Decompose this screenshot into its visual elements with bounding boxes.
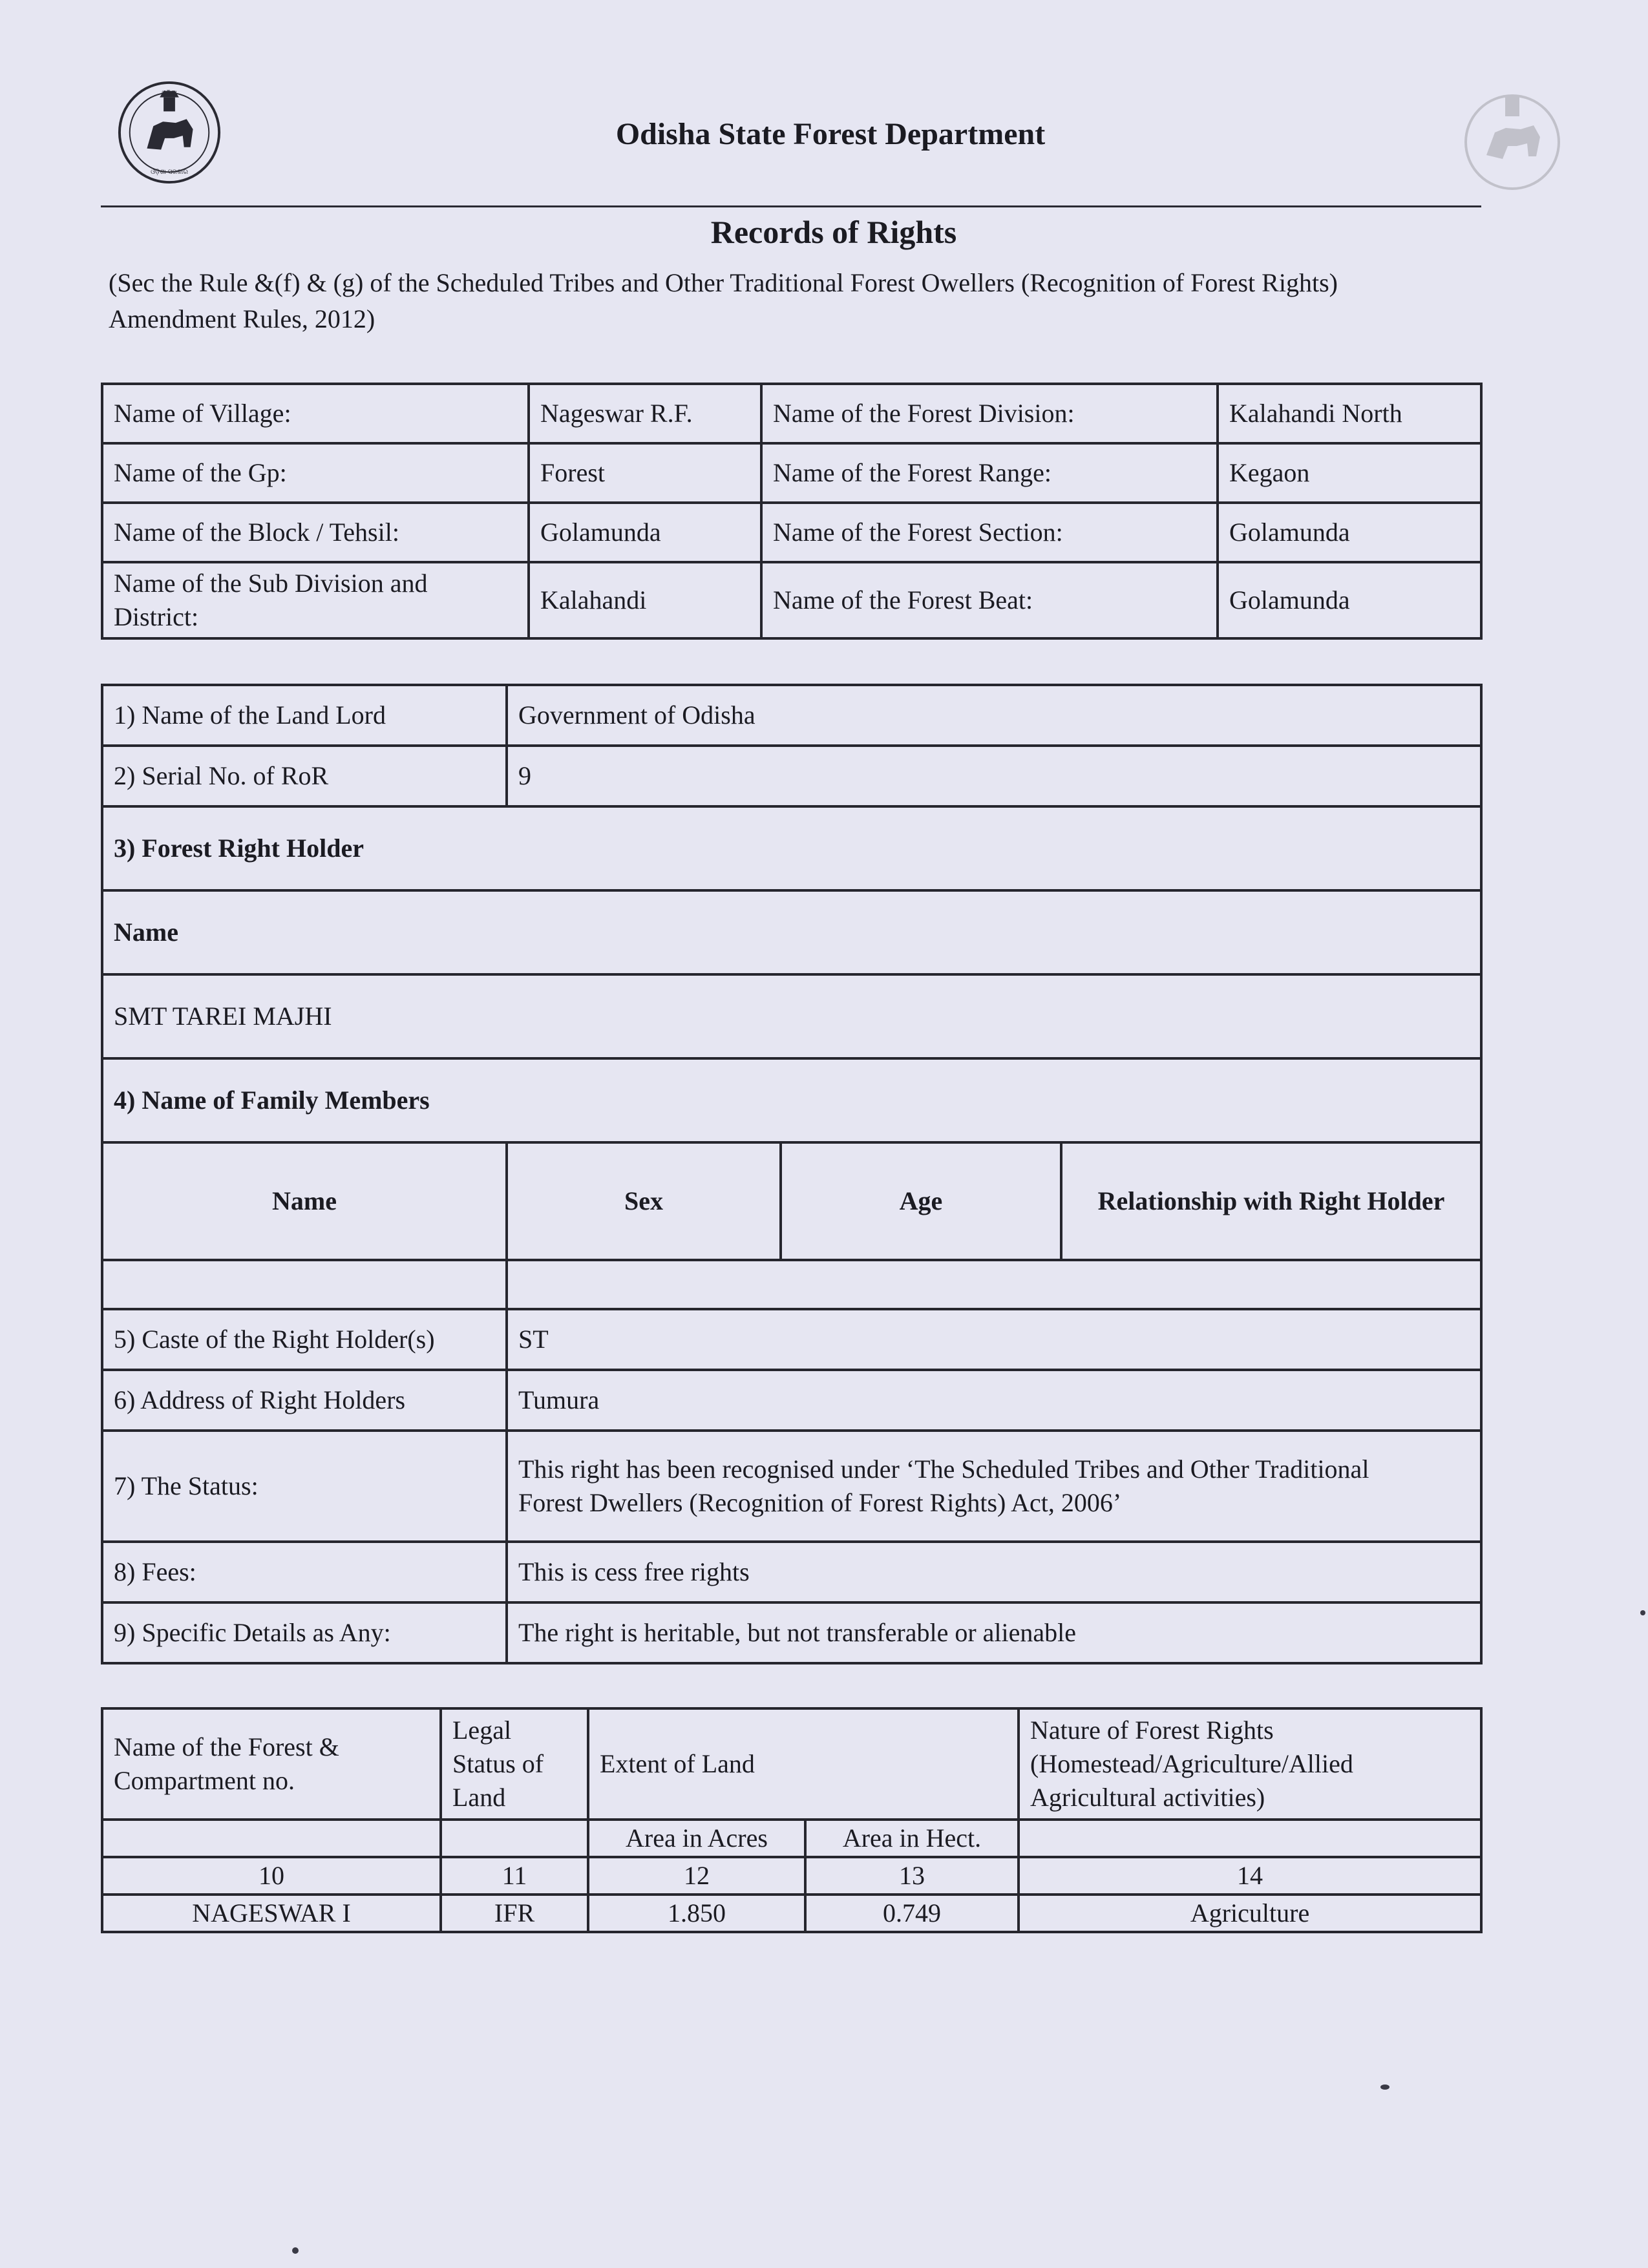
family-empty-cell [102, 1260, 507, 1309]
land-data-row [102, 1895, 1481, 1932]
status-row [102, 1431, 1481, 1542]
address-label: 6) Address of Right Holders [102, 1370, 507, 1431]
empty-cell [1019, 1820, 1481, 1857]
scan-speck [1640, 1610, 1645, 1615]
details-row [102, 1602, 1481, 1663]
fees-value: This is cess free rights [507, 1542, 1481, 1602]
details-value: The right is heritable, but not transferable or alienable [507, 1602, 1481, 1663]
gp-value: Forest [529, 443, 761, 503]
serial-value: 9 [507, 746, 1481, 806]
record-table [101, 684, 1483, 1664]
holder-name: SMT TAREI MAJHI [102, 974, 1481, 1058]
land-header-row [102, 1708, 1481, 1820]
land-number-row [102, 1857, 1481, 1895]
forest-compartment-value: NAGESWAR I [102, 1895, 441, 1932]
extent-header: Extent of Land [588, 1708, 1019, 1820]
land-table [101, 1707, 1483, 1933]
forest-division-value: Kalahandi North [1218, 384, 1481, 443]
empty-cell [102, 1820, 441, 1857]
caste-value: ST [507, 1309, 1481, 1370]
family-columns-row [102, 1142, 1481, 1260]
forest-section-value: Golamunda [1218, 503, 1481, 562]
block-value: Golamunda [529, 503, 761, 562]
caste-label: 5) Caste of the Right Holder(s) [102, 1309, 507, 1370]
scan-speck [1380, 2084, 1389, 2090]
holder-name-row [102, 974, 1481, 1058]
legal-status-header: Legal Status of Land [441, 1708, 588, 1820]
status-line-1: This right has been recognised under ‘The Scheduled Tribes and Other Traditional [518, 1454, 1369, 1484]
location-table [101, 383, 1483, 640]
family-col-sex: Sex [507, 1142, 781, 1260]
nature-header: Nature of Forest Rights (Homestead/Agriculture/Allied Agricultural activities) [1019, 1708, 1481, 1820]
family-heading: 4) Name of Family Members [102, 1058, 1481, 1142]
empty-cell [441, 1820, 588, 1857]
header-divider [101, 205, 1481, 207]
family-empty-row [102, 1260, 1481, 1309]
family-heading-row [102, 1058, 1481, 1142]
document-subtitle: (Sec the Rule &(f) & (g) of the Scheduled Tribes and Other Traditional Forest Owellers (Recognition of Forest Rights) Amendment Rules, 2012) [109, 268, 1338, 333]
caste-row [102, 1309, 1481, 1370]
land-subheader-row [102, 1820, 1481, 1857]
area-hect-header: Area in Hect. [805, 1820, 1019, 1857]
fees-label: 8) Fees: [102, 1542, 507, 1602]
nature-value: Agriculture [1019, 1895, 1481, 1932]
department-title: Odisha State Forest Department [615, 117, 1046, 151]
column-number: 10 [102, 1857, 441, 1895]
forest-section-label: Name of the Forest Section: [761, 503, 1218, 562]
location-row [102, 503, 1481, 562]
svg-text:ଓଡ଼ିଶା: ଓଡ଼ିଶା [162, 89, 177, 97]
forest-beat-label: Name of the Forest Beat: [761, 562, 1218, 638]
land-lord-label: 1) Name of the Land Lord [102, 685, 507, 746]
land-lord-row [102, 685, 1481, 746]
village-value: Nageswar R.F. [529, 384, 761, 443]
svg-text:ଓଡ଼ିଶା ସରକାର: ଓଡ଼ିଶା ସରକାର [151, 169, 188, 176]
serial-row [102, 746, 1481, 806]
details-label: 9) Specific Details as Any: [102, 1602, 507, 1663]
area-acres-value: 1.850 [588, 1895, 805, 1932]
forest-range-value: Kegaon [1218, 443, 1481, 503]
location-row [102, 443, 1481, 503]
holder-name-heading: Name [102, 890, 1481, 974]
holder-heading: 3) Forest Right Holder [102, 806, 1481, 890]
subdivision-label: Name of the Sub Division and District: [102, 562, 529, 638]
serial-label: 2) Serial No. of RoR [102, 746, 507, 806]
fees-row [102, 1542, 1481, 1602]
village-label: Name of Village: [102, 384, 529, 443]
address-value: Tumura [507, 1370, 1481, 1431]
column-number: 14 [1019, 1857, 1481, 1895]
address-row [102, 1370, 1481, 1431]
forest-range-label: Name of the Forest Range: [761, 443, 1218, 503]
family-col-relationship: Relationship with Right Holder [1061, 1142, 1481, 1260]
location-row [102, 384, 1481, 443]
holder-heading-row [102, 806, 1481, 890]
land-lord-value: Government of Odisha [507, 685, 1481, 746]
area-hect-value: 0.749 [805, 1895, 1019, 1932]
status-value [507, 1431, 1481, 1542]
gp-label: Name of the Gp: [102, 443, 529, 503]
location-row [102, 562, 1481, 638]
scan-speck [292, 2247, 299, 2254]
subdivision-value: Kalahandi [529, 562, 761, 638]
area-acres-header: Area in Acres [588, 1820, 805, 1857]
status-label: 7) The Status: [102, 1431, 507, 1542]
status-line-2: Forest Dwellers (Recognition of Forest Rights) Act, 2006’ [518, 1488, 1122, 1517]
holder-name-heading-row [102, 890, 1481, 974]
family-col-age: Age [781, 1142, 1061, 1260]
document-title: Records of Rights [710, 214, 957, 250]
legal-status-value: IFR [441, 1895, 588, 1932]
family-empty-cell [507, 1260, 1481, 1309]
column-number: 12 [588, 1857, 805, 1895]
forest-beat-value: Golamunda [1218, 562, 1481, 638]
forest-division-label: Name of the Forest Division: [761, 384, 1218, 443]
column-number: 11 [441, 1857, 588, 1895]
column-number: 13 [805, 1857, 1019, 1895]
forest-compartment-header: Name of the Forest & Compartment no. [102, 1708, 441, 1820]
block-label: Name of the Block / Tehsil: [102, 503, 529, 562]
family-col-name: Name [102, 1142, 507, 1260]
